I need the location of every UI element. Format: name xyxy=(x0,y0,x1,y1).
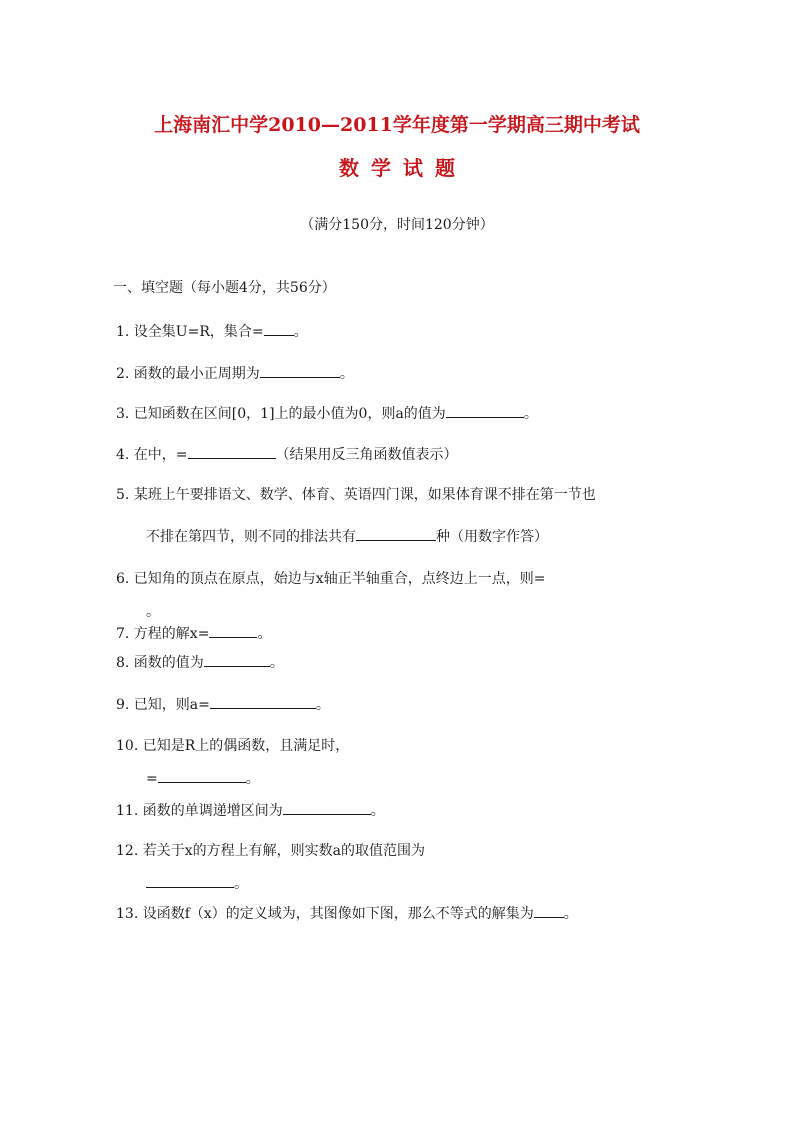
question-5-end: 种（用数字作答） xyxy=(436,529,548,545)
question-6-line-2: 。 xyxy=(146,604,160,620)
question-7-text: 7. 方程的解x= xyxy=(116,626,210,642)
answer-blank xyxy=(356,527,436,541)
answer-blank xyxy=(158,769,246,783)
question-8-text: 8. 函数的值为 xyxy=(116,655,204,671)
question-10-line-1: 10. 已知是R上的偶函数，且满足时， xyxy=(116,738,350,754)
answer-blank xyxy=(534,904,564,918)
question-11-end: 。 xyxy=(370,803,385,819)
question-7 xyxy=(116,624,271,643)
question-10-end: 。 xyxy=(245,771,260,787)
section-heading: 一、填空题（每小题4分，共56分） xyxy=(113,280,336,296)
question-13-text: 13. 设函数f（x）的定义域为，其图像如下图，那么不等式的解集为 xyxy=(116,906,534,922)
question-5-text: 不排在第四节，则不同的排法共有 xyxy=(146,529,356,545)
question-12-end: 。 xyxy=(234,876,248,892)
question-4-end: （结果用反三角函数值表示） xyxy=(275,447,458,463)
question-1-text: 1. 设全集U=R，集合= xyxy=(116,324,264,340)
exam-subtitle: 数学试题 xyxy=(339,156,467,180)
question-3-end: 。 xyxy=(523,406,538,422)
question-11 xyxy=(116,801,385,820)
question-1-end: 。 xyxy=(293,324,308,340)
answer-blank xyxy=(188,445,276,459)
question-10-line-2 xyxy=(146,769,260,788)
question-2 xyxy=(116,364,354,383)
question-11-text: 11. 函数的单调递增区间为 xyxy=(116,803,283,819)
answer-blank xyxy=(260,364,340,378)
question-3-text: 3. 已知函数在区间[0，1]上的最小值为0，则a的值为 xyxy=(116,406,446,422)
answer-blank xyxy=(283,801,371,815)
question-8 xyxy=(116,653,284,672)
question-5-line-1: 5. 某班上午要排语文、数学、体育、英语四门课，如果体育课不排在第一节也 xyxy=(116,487,596,503)
answer-blank xyxy=(264,322,294,336)
question-3 xyxy=(116,404,538,423)
question-12-line-1: 12. 若关于x的方程上有解，则实数a的取值范围为 xyxy=(116,843,425,859)
question-2-text: 2. 函数的最小正周期为 xyxy=(116,366,260,382)
question-7-end: 。 xyxy=(257,626,272,642)
question-5-line-2 xyxy=(146,527,548,546)
question-10-text: = xyxy=(146,771,158,787)
answer-blank xyxy=(204,653,270,667)
answer-blank xyxy=(210,695,316,709)
question-9-end: 。 xyxy=(315,697,330,713)
question-9 xyxy=(116,695,330,714)
question-13-end: 。 xyxy=(563,906,578,922)
question-9-text: 9. 已知，则a= xyxy=(116,697,210,713)
question-6-line-1: 6. 已知角的顶点在原点，始边与x轴正半轴重合，点终边上一点，则= xyxy=(116,571,546,587)
answer-blank xyxy=(146,874,234,888)
question-12-line-2 xyxy=(146,874,248,893)
question-4 xyxy=(116,445,458,464)
question-8-end: 。 xyxy=(269,655,284,671)
answer-blank xyxy=(446,404,524,418)
answer-blank xyxy=(209,624,257,638)
question-13 xyxy=(116,904,578,923)
exam-info: （满分150分，时间120分钟） xyxy=(300,217,494,233)
question-4-text: 4. 在中，= xyxy=(116,447,188,463)
exam-title: 上海南汇中学2010—2011学年度第一学期高三期中考试 xyxy=(154,114,640,136)
question-1 xyxy=(116,322,308,341)
question-2-end: 。 xyxy=(339,366,354,382)
